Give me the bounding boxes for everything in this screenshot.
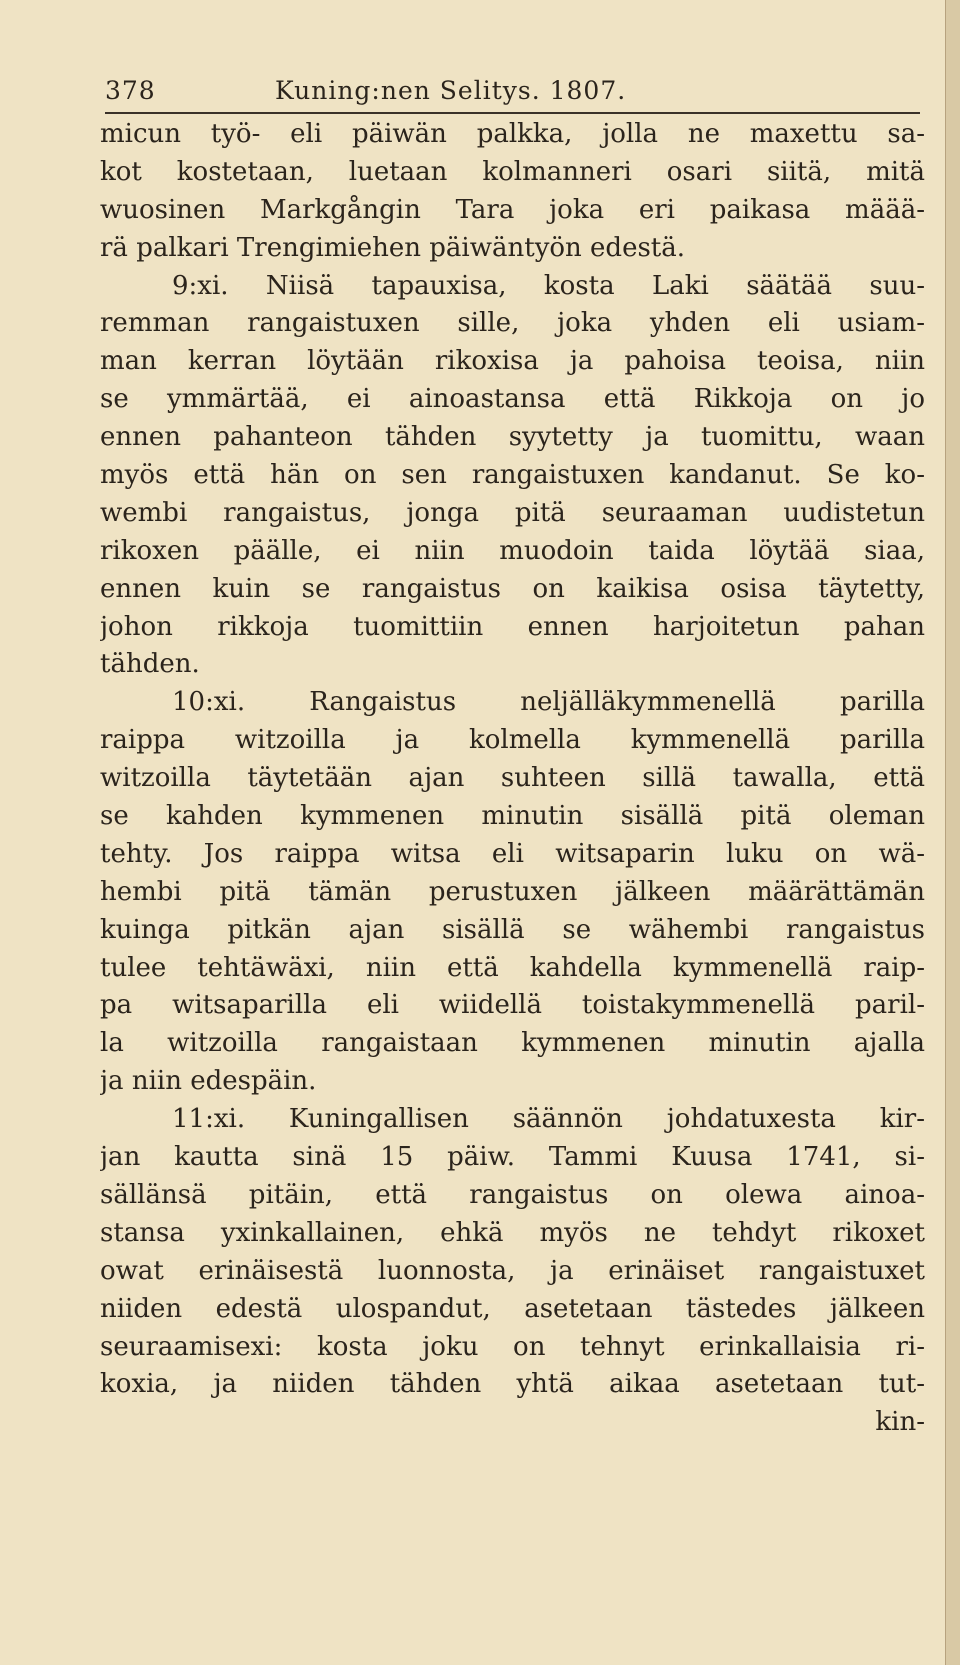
text-line: niiden edestä ulospandut, asetetaan tästedes jälkeen [100, 1293, 925, 1324]
text-line: se kahden kymmenen minutin sisällä pitä oleman [100, 801, 925, 832]
text-line: owat erinäisestä luonnosta, ja erinäiset rangaistuxet [100, 1255, 925, 1286]
text-line: ennen kuin se rangaistus on kaikisa osisa täytetty, [100, 573, 925, 604]
text-line: remman rangaistuxen sille, joka yhden eli usiam- [100, 308, 925, 339]
text-line: jan kautta sinä 15 päiw. Tammi Kuusa 1741, si- [100, 1142, 925, 1173]
text-line: kuinga pitkän ajan sisällä se wähembi rangaistus [100, 914, 925, 945]
text-line: sällänsä pitäin, että rangaistus on olewa ainoa- [100, 1179, 925, 1210]
text-line: tulee tehtäwäxi, niin että kahdella kymmenellä raip- [100, 952, 925, 983]
page-number: 378 [105, 76, 156, 105]
text-line: johon rikkoja tuomittiin ennen harjoitetun pahan [100, 611, 925, 642]
text-line: kot kostetaan, luetaan kolmanneri osari siitä, mitä [100, 156, 925, 187]
text-line: koxia, ja niiden tähden yhtä aikaa asetetaan tut- [100, 1369, 925, 1400]
running-title: Kuning:nen Selitys. 1807. [275, 76, 627, 105]
text-line: wuosinen Markgångin Tara joka eri paikasa määä- [100, 194, 925, 225]
text-line: stansa yxinkallainen, ehkä myös ne tehdyt rikoxet [100, 1217, 925, 1248]
text-line: raippa witzoilla ja kolmella kymmenellä parilla [100, 725, 925, 756]
text-line: man kerran löytään rikoxisa ja pahoisa teoisa, niin [100, 346, 925, 377]
body-text [100, 116, 925, 1442]
page-header [105, 72, 920, 114]
text-line: seuraamisexi: kosta joku on tehnyt erinkallaisia ri- [100, 1331, 925, 1362]
text-line: se ymmärtää, ei ainoastansa että Rikkoja on jo [100, 384, 925, 415]
text-line: rikoxen päälle, ei niin muodoin taida löytää siaa, [100, 535, 925, 566]
text-line: ja niin edespäin. [100, 1066, 317, 1097]
text-line: myös että hän on sen rangaistuxen kandanut. Se ko- [100, 460, 925, 491]
text-line: kin- [875, 1407, 925, 1438]
text-line: pa witsaparilla eli wiidellä toistakymmenellä paril- [100, 990, 925, 1021]
text-line: tehty. Jos raippa witsa eli witsaparin luku on wä- [100, 838, 925, 869]
text-line: tähden. [100, 649, 200, 680]
text-line: wembi rangaistus, jonga pitä seuraaman uudistetun [100, 497, 925, 528]
page-edge [945, 0, 960, 1665]
text-line: witzoilla täytetään ajan suhteen sillä tawalla, että [100, 763, 925, 794]
text-line: 11:xi. Kuningallisen säännön johdatuxesta kir- [172, 1104, 925, 1135]
text-line: 9:xi. Niisä tapauxisa, kosta Laki säätää suu- [172, 270, 925, 301]
text-line: micun työ- eli päiwän palkka, jolla ne maxettu sa- [100, 119, 925, 149]
text-line: ennen pahanteon tähden syytetty ja tuomittu, waan [100, 422, 925, 453]
text-line: la witzoilla rangaistaan kymmenen minutin ajalla [100, 1028, 925, 1059]
text-line: hembi pitä tämän perustuxen jälkeen määrättämän [100, 876, 925, 907]
text-line: 10:xi. Rangaistus neljälläkymmenellä parilla [172, 687, 925, 718]
text-line: rä palkari Trengimiehen päiwäntyön edestä. [100, 232, 686, 263]
